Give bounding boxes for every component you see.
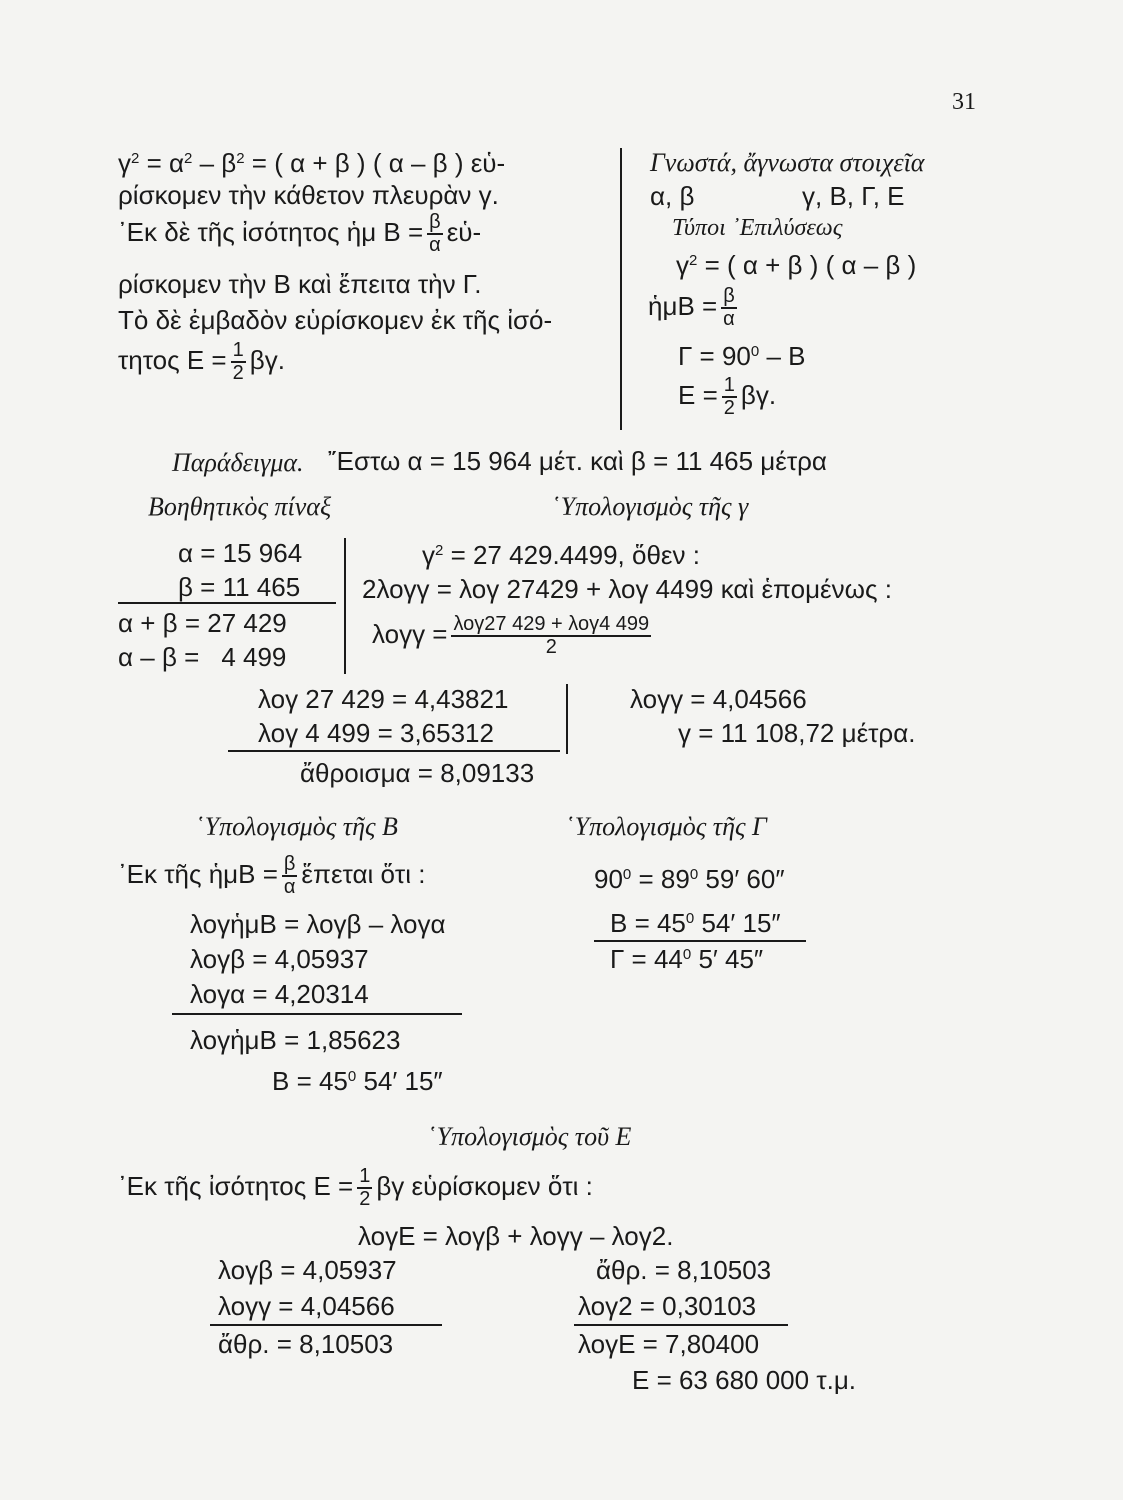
calc-Gamma-title: ῾Υπολογισμὸς τῆς Γ	[566, 812, 767, 841]
intro-line-3: ᾿Εκ δὲ τῆς ἰσότητος ἡμ B = $\frac{\beta}{\alpha}$ εὑ-	[118, 211, 482, 256]
fraction-one-half-side: $\frac{1}{2}$	[723, 374, 735, 419]
calc-B-result: $B = 45^0$ 54′ 15″	[272, 1066, 443, 1096]
calc-B-title: ῾Υπολογισμὸς τῆς B	[196, 812, 398, 841]
calc-Gamma-line-1: $90^0 = 89^0$ 59′ 60″	[594, 864, 785, 894]
calc-B-rule	[172, 1013, 462, 1015]
calc-Gamma-rule	[594, 940, 806, 942]
aux-row-alpha: α = 15 964	[178, 538, 303, 568]
calc-gamma-line-2: 2λογγ = λογ 27429 + λογ 4499 καὶ ἑπομένως :	[362, 574, 892, 604]
formulas-title: Τύποι ᾿Επιλύσεως	[672, 215, 843, 241]
calc-E-left-rule	[210, 1324, 442, 1326]
calc-E-right-1: ἄθρ. = 8,10503	[596, 1255, 772, 1285]
calc-B-line-5: λογἡμB = 1,85623	[190, 1025, 401, 1055]
log-sum-row-2: λογ 4 499 = 3,65312	[258, 718, 494, 748]
calc-B-line-1: ᾿Εκ τῆς ἡμB = $\frac{\beta}{\alpha}$ ἕπεται ὅτι :	[118, 853, 426, 898]
formula-E: E = $\frac{1}{2}$ βγ.	[678, 374, 777, 419]
example-text: ῎Εστω α = 15 964 μέτ. καὶ β = 11 465 μέτρα	[328, 446, 827, 476]
gamma-log-result: λογγ = 4,04566	[630, 684, 807, 714]
calc-B-line-3: λογβ = 4,05937	[190, 944, 369, 974]
log-sum-row-1: λογ 27 429 = 4,43821	[258, 684, 509, 714]
log-sum-total: ἄθροισμα = 8,09133	[300, 758, 535, 788]
formula-gamma: $\gamma^2$ = ( α + β ) ( α – β )	[676, 250, 917, 280]
intro-line-2: ρίσκομεν τὴν κάθετον πλευρὰν γ.	[118, 180, 499, 210]
calc-B-line-4: λογα = 4,20314	[190, 979, 369, 1009]
calc-gamma-title: ῾Υπολογισμὸς τῆς γ	[552, 492, 749, 521]
fraction-beta-alpha-B: $\frac{\beta}{\alpha}$	[283, 853, 296, 898]
calc-gamma-line-3: λογγ = $\frac{\text{λογ27 429 + λογ4 499}}{2}$	[372, 613, 650, 658]
example-label: Παράδειγμα.	[172, 448, 304, 477]
page-number: 31	[952, 89, 976, 115]
intro-line-5: Τὸ δὲ ἐμβαδὸν εὑρίσκομεν ἐκ τῆς ἰσό-	[118, 305, 553, 335]
fraction-beta-alpha: $\frac{\beta}{\alpha}$	[429, 211, 441, 256]
calc-B-line-2: λογἡμB = λογβ – λογα	[190, 909, 446, 939]
calc-E-line-2: λογE = λογβ + λογγ – λογ2.	[358, 1221, 674, 1251]
aux-row-beta: β = 11 465	[178, 572, 301, 602]
aux-row-diff: α – β = 4 499	[118, 642, 287, 672]
calc-E-result: E = 63 680 000 τ.μ.	[632, 1365, 857, 1395]
aux-table-title: Βοηθητικὸς πίναξ	[148, 492, 332, 521]
calc-E-right-3: λογE = 7,80400	[578, 1329, 760, 1359]
calc-gamma-line-1: $\gamma^2 = 27$ 429.4499, ὅθεν :	[422, 540, 700, 570]
known-elements: α, β	[650, 181, 695, 211]
log-sum-rule	[228, 750, 560, 752]
calc-E-right-rule	[574, 1324, 788, 1326]
fraction-one-half-E: $\frac{1}{2}$	[359, 1165, 371, 1210]
formula-sinB: ἡμB = $\frac{\beta}{\alpha}$	[648, 285, 735, 330]
column-divider	[620, 148, 622, 430]
calc-Gamma-line-2: $B = 45^0$ 54′ 15″	[610, 908, 781, 938]
formula-Gamma: $\Gamma = 90^0 - B$	[678, 341, 806, 371]
fraction-log-sum: $\frac{\text{λογ27 429 + λογ4 499}}{2}$	[453, 613, 650, 658]
sidebar-heading: Γνωστά, ἄγνωστα στοιχεῖα	[650, 148, 925, 177]
fraction-beta-alpha-side: $\frac{\beta}{\alpha}$	[723, 285, 735, 330]
intro-line-6: τητος E = $\frac{1}{2}$ βγ.	[118, 339, 285, 384]
aux-table-divider	[344, 538, 346, 674]
unknown-elements: γ, B, Γ, E	[802, 181, 905, 211]
gamma-result: γ = 11 108,72 μέτρα.	[678, 718, 916, 748]
calc-E-left-2: λογγ = 4,04566	[218, 1291, 395, 1321]
calc-Gamma-result: $\Gamma = 44^0$ 5′ 45″	[610, 944, 764, 974]
fraction-one-half: $\frac{1}{2}$	[232, 339, 244, 384]
aux-table-rule	[118, 602, 336, 604]
calc-E-left-3: ἄθρ. = 8,10503	[218, 1329, 394, 1359]
calc-E-right-2: λογ2 = 0,30103	[578, 1291, 757, 1321]
intro-line-1: $\gamma^2 = \alpha^2 - \beta^2$ = ( α + β ) ( α – β ) εὑ-	[118, 148, 506, 178]
calc-E-line-1: ᾿Εκ τῆς ἰσότητος E = $\frac{1}{2}$ βγ εὑρίσκομεν ὅτι :	[118, 1165, 593, 1210]
calc-E-title: ῾Υπολογισμὸς τοῦ E	[428, 1122, 632, 1151]
calc-E-left-1: λογβ = 4,05937	[218, 1255, 397, 1285]
intro-line-4: ρίσκομεν τὴν B καὶ ἔπειτα τὴν Γ.	[118, 269, 482, 299]
aux-row-sum: α + β = 27 429	[118, 608, 287, 638]
log-sum-divider	[566, 684, 568, 754]
